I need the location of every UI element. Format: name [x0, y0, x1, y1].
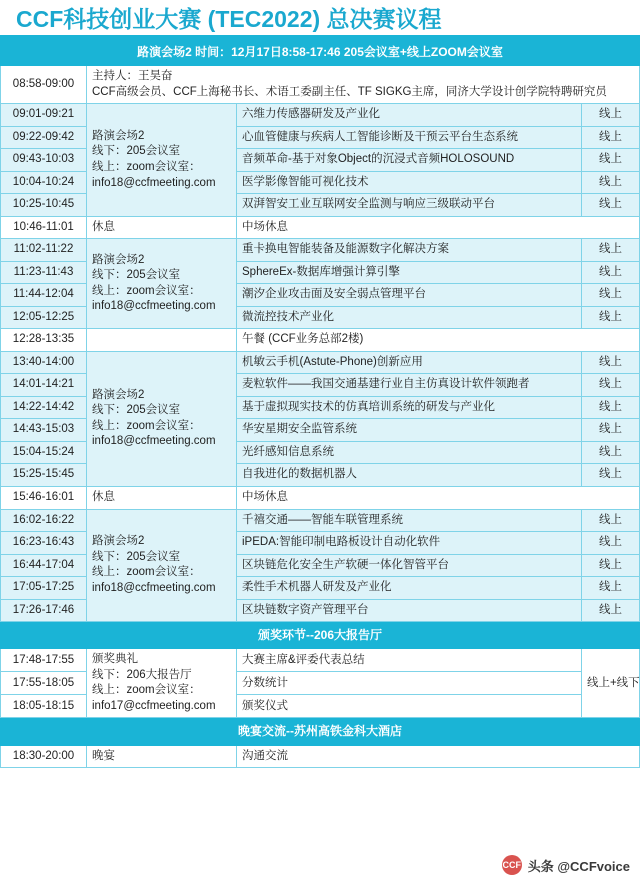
venue-line-3: 线上：zoom会议室： — [92, 161, 201, 173]
table-row — [1, 509, 640, 532]
section-header-award — [1, 622, 640, 649]
row-mode: 线上 — [581, 374, 639, 397]
row-mode: 线上 — [581, 104, 639, 127]
host-name-line: 主持人：王昊奋 — [92, 70, 173, 83]
venue-line-3: 线上：zoom会议室： — [92, 284, 201, 297]
venue-line-1: 路演会场2 — [92, 388, 145, 401]
row-mode: 线上 — [581, 554, 639, 577]
row-time: 14:22-14:42 — [1, 396, 87, 419]
row-mode: 线上 — [581, 351, 639, 374]
row-mode: 线上 — [581, 441, 639, 464]
table-row — [1, 351, 640, 374]
row-time: 13:40-14:00 — [1, 351, 87, 374]
dinner-time: 18:30-20:00 — [1, 745, 87, 768]
row-topic: 潮汐企业攻击面及安全弱点管理平台 — [237, 284, 582, 307]
page-title: CCF科技创业大赛 (TEC2022) 总决赛议程 — [16, 6, 442, 32]
row-topic: 区块链数字资产管理平台 — [237, 599, 582, 622]
table-row-break-1 — [1, 216, 640, 239]
venue-line-2: 线下：205会议室 — [92, 269, 181, 282]
break-label: 休息 — [87, 216, 237, 239]
venue-block-roadshow-1 — [87, 104, 237, 217]
row-topic: 麦粒软件——我国交通基建行业自主仿真设计软件领跑者 — [237, 374, 582, 397]
row-mode: 线上 — [581, 464, 639, 487]
row-topic: 华安星期安全监管系统 — [237, 419, 582, 442]
row-mode: 线上 — [581, 419, 639, 442]
venue-block-roadshow-2 — [87, 239, 237, 329]
venue-block-award — [87, 649, 237, 718]
venue-line-1: 路演会场2 — [92, 129, 145, 142]
row-topic: iPEDA:智能印制电路板设计自动化软件 — [237, 532, 582, 555]
break-topic: 中场休息 — [237, 486, 640, 509]
row-topic: 颁奖仪式 — [237, 695, 582, 718]
row-time: 11:02-11:22 — [1, 239, 87, 262]
row-mode: 线上 — [581, 306, 639, 329]
venue-line-4: info18@ccfmeeting.com — [92, 176, 216, 189]
venue-block-roadshow-3 — [87, 351, 237, 486]
table-row-host — [1, 66, 640, 104]
section-header-main-label: 路演会场2 时间：12月17日8:58-17:46 205会议室+线上ZOOM会议室 — [1, 39, 640, 66]
venue-block-roadshow-4 — [87, 509, 237, 622]
row-topic: 自我进化的数据机器人 — [237, 464, 582, 487]
row-topic: 千禧交通——智能车联管理系统 — [237, 509, 582, 532]
table-row-lunch — [1, 329, 640, 352]
row-time: 16:23-16:43 — [1, 532, 87, 555]
row-time: 17:48-17:55 — [1, 649, 87, 672]
row-time: 15:04-15:24 — [1, 441, 87, 464]
venue-line-2: 线下：205会议室 — [92, 404, 181, 417]
table-row — [1, 104, 640, 127]
row-time: 18:05-18:15 — [1, 695, 87, 718]
dinner-label: 晚宴 — [87, 745, 237, 768]
row-mode: 线上 — [581, 509, 639, 532]
venue-line-1: 路演会场2 — [92, 535, 145, 548]
host-info — [87, 66, 640, 104]
venue-line-2: 线下：206大报告厅 — [92, 668, 192, 681]
row-mode: 线上 — [581, 194, 639, 217]
row-topic: 六维力传感器研发及产业化 — [237, 104, 582, 127]
row-time: 10:04-10:24 — [1, 171, 87, 194]
venue-line-3: 线上：zoom会议室： — [92, 566, 201, 579]
row-topic: 大赛主席&评委代表总结 — [237, 649, 582, 672]
row-mode: 线上 — [581, 171, 639, 194]
row-time: 14:43-15:03 — [1, 419, 87, 442]
section-header-award-label: 颁奖环节--206大报告厅 — [1, 622, 640, 649]
row-topic: 机敏云手机(Astute-Phone)创新应用 — [237, 351, 582, 374]
table-row — [1, 239, 640, 262]
row-topic: 重卡换电智能装备及能源数字化解决方案 — [237, 239, 582, 262]
row-time: 15:25-15:45 — [1, 464, 87, 487]
venue-line-2: 线下：205会议室 — [92, 550, 181, 563]
row-topic: 区块链危化安全生产软硬一体化智管平台 — [237, 554, 582, 577]
row-topic: 基于虚拟现实技术的仿真培训系统的研发与产业化 — [237, 396, 582, 419]
row-topic: 柔性手术机器人研发及产业化 — [237, 577, 582, 600]
row-time: 16:02-16:22 — [1, 509, 87, 532]
table-row-break-2 — [1, 486, 640, 509]
host-time: 08:58-09:00 — [1, 66, 87, 104]
break-time: 10:46-11:01 — [1, 216, 87, 239]
row-time: 10:25-10:45 — [1, 194, 87, 217]
lunch-topic: 午餐 (CCF业务总部2楼) — [237, 329, 640, 352]
row-mode: 线上 — [581, 396, 639, 419]
venue-line-1: 颁奖典礼 — [92, 653, 138, 666]
row-time: 11:44-12:04 — [1, 284, 87, 307]
venue-line-4: info18@ccfmeeting.com — [92, 581, 216, 594]
lunch-time: 12:28-13:35 — [1, 329, 87, 352]
row-mode: 线上 — [581, 126, 639, 149]
row-topic: 心血管健康与疾病人工智能诊断及干预云平台生态系统 — [237, 126, 582, 149]
row-mode: 线上 — [581, 284, 639, 307]
venue-line-4: info17@ccfmeeting.com — [92, 699, 216, 712]
row-mode: 线上 — [581, 149, 639, 172]
section-header-dinner-label: 晚宴交流--苏州高铁金科大酒店 — [1, 718, 640, 745]
host-bio-line: CCF高级会员、CCF上海秘书长、术语工委副主任、TF SIGKG主席，同济大学设计创学院特聘研究员 — [92, 85, 607, 98]
row-time: 11:23-11:43 — [1, 261, 87, 284]
row-time: 16:44-17:04 — [1, 554, 87, 577]
row-mode: 线上 — [581, 239, 639, 262]
row-time: 17:05-17:25 — [1, 577, 87, 600]
dinner-topic: 沟通交流 — [237, 745, 640, 768]
break-topic: 中场休息 — [237, 216, 640, 239]
venue-line-3: 线上：zoom会议室： — [92, 684, 201, 697]
row-mode-award: 线上+线下 — [581, 649, 639, 718]
page-title-bar — [0, 0, 640, 38]
row-topic: SphereEx-数据库增强计算引擎 — [237, 261, 582, 284]
table-row — [1, 649, 640, 672]
row-time: 09:22-09:42 — [1, 126, 87, 149]
venue-line-4: info18@ccfmeeting.com — [92, 300, 216, 313]
row-time: 17:26-17:46 — [1, 599, 87, 622]
break-label: 休息 — [87, 486, 237, 509]
venue-line-4: info18@ccfmeeting.com — [92, 435, 216, 448]
section-header-dinner — [1, 718, 640, 745]
row-topic: 医学影像智能可视化技术 — [237, 171, 582, 194]
row-topic: 光纤感知信息系统 — [237, 441, 582, 464]
row-time: 14:01-14:21 — [1, 374, 87, 397]
row-time: 09:01-09:21 — [1, 104, 87, 127]
row-time: 12:05-12:25 — [1, 306, 87, 329]
table-row-dinner — [1, 745, 640, 768]
venue-line-1: 路演会场2 — [92, 253, 145, 266]
row-time: 09:43-10:03 — [1, 149, 87, 172]
venue-line-3: 线上：zoom会议室： — [92, 419, 201, 432]
section-header-main — [1, 39, 640, 66]
row-topic: 音频革命-基于对象Object的沉浸式音频HOLOSOUND — [237, 149, 582, 172]
row-topic: 双湃智安工业互联网安全监测与响应三级联动平台 — [237, 194, 582, 217]
watermark — [502, 855, 630, 875]
row-mode: 线上 — [581, 261, 639, 284]
row-mode: 线上 — [581, 532, 639, 555]
venue-line-2: 线下：205会议室 — [92, 145, 181, 158]
lunch-venue-empty — [87, 329, 237, 352]
row-mode: 线上 — [581, 577, 639, 600]
ccf-logo-icon: CCF — [502, 855, 522, 875]
watermark-text: 头条 @CCFvoice — [527, 858, 630, 874]
row-mode: 线上 — [581, 599, 639, 622]
row-time: 17:55-18:05 — [1, 672, 87, 695]
row-topic: 分数统计 — [237, 672, 582, 695]
agenda-table — [0, 38, 640, 768]
break-time: 15:46-16:01 — [1, 486, 87, 509]
row-topic: 微流控技术产业化 — [237, 306, 582, 329]
